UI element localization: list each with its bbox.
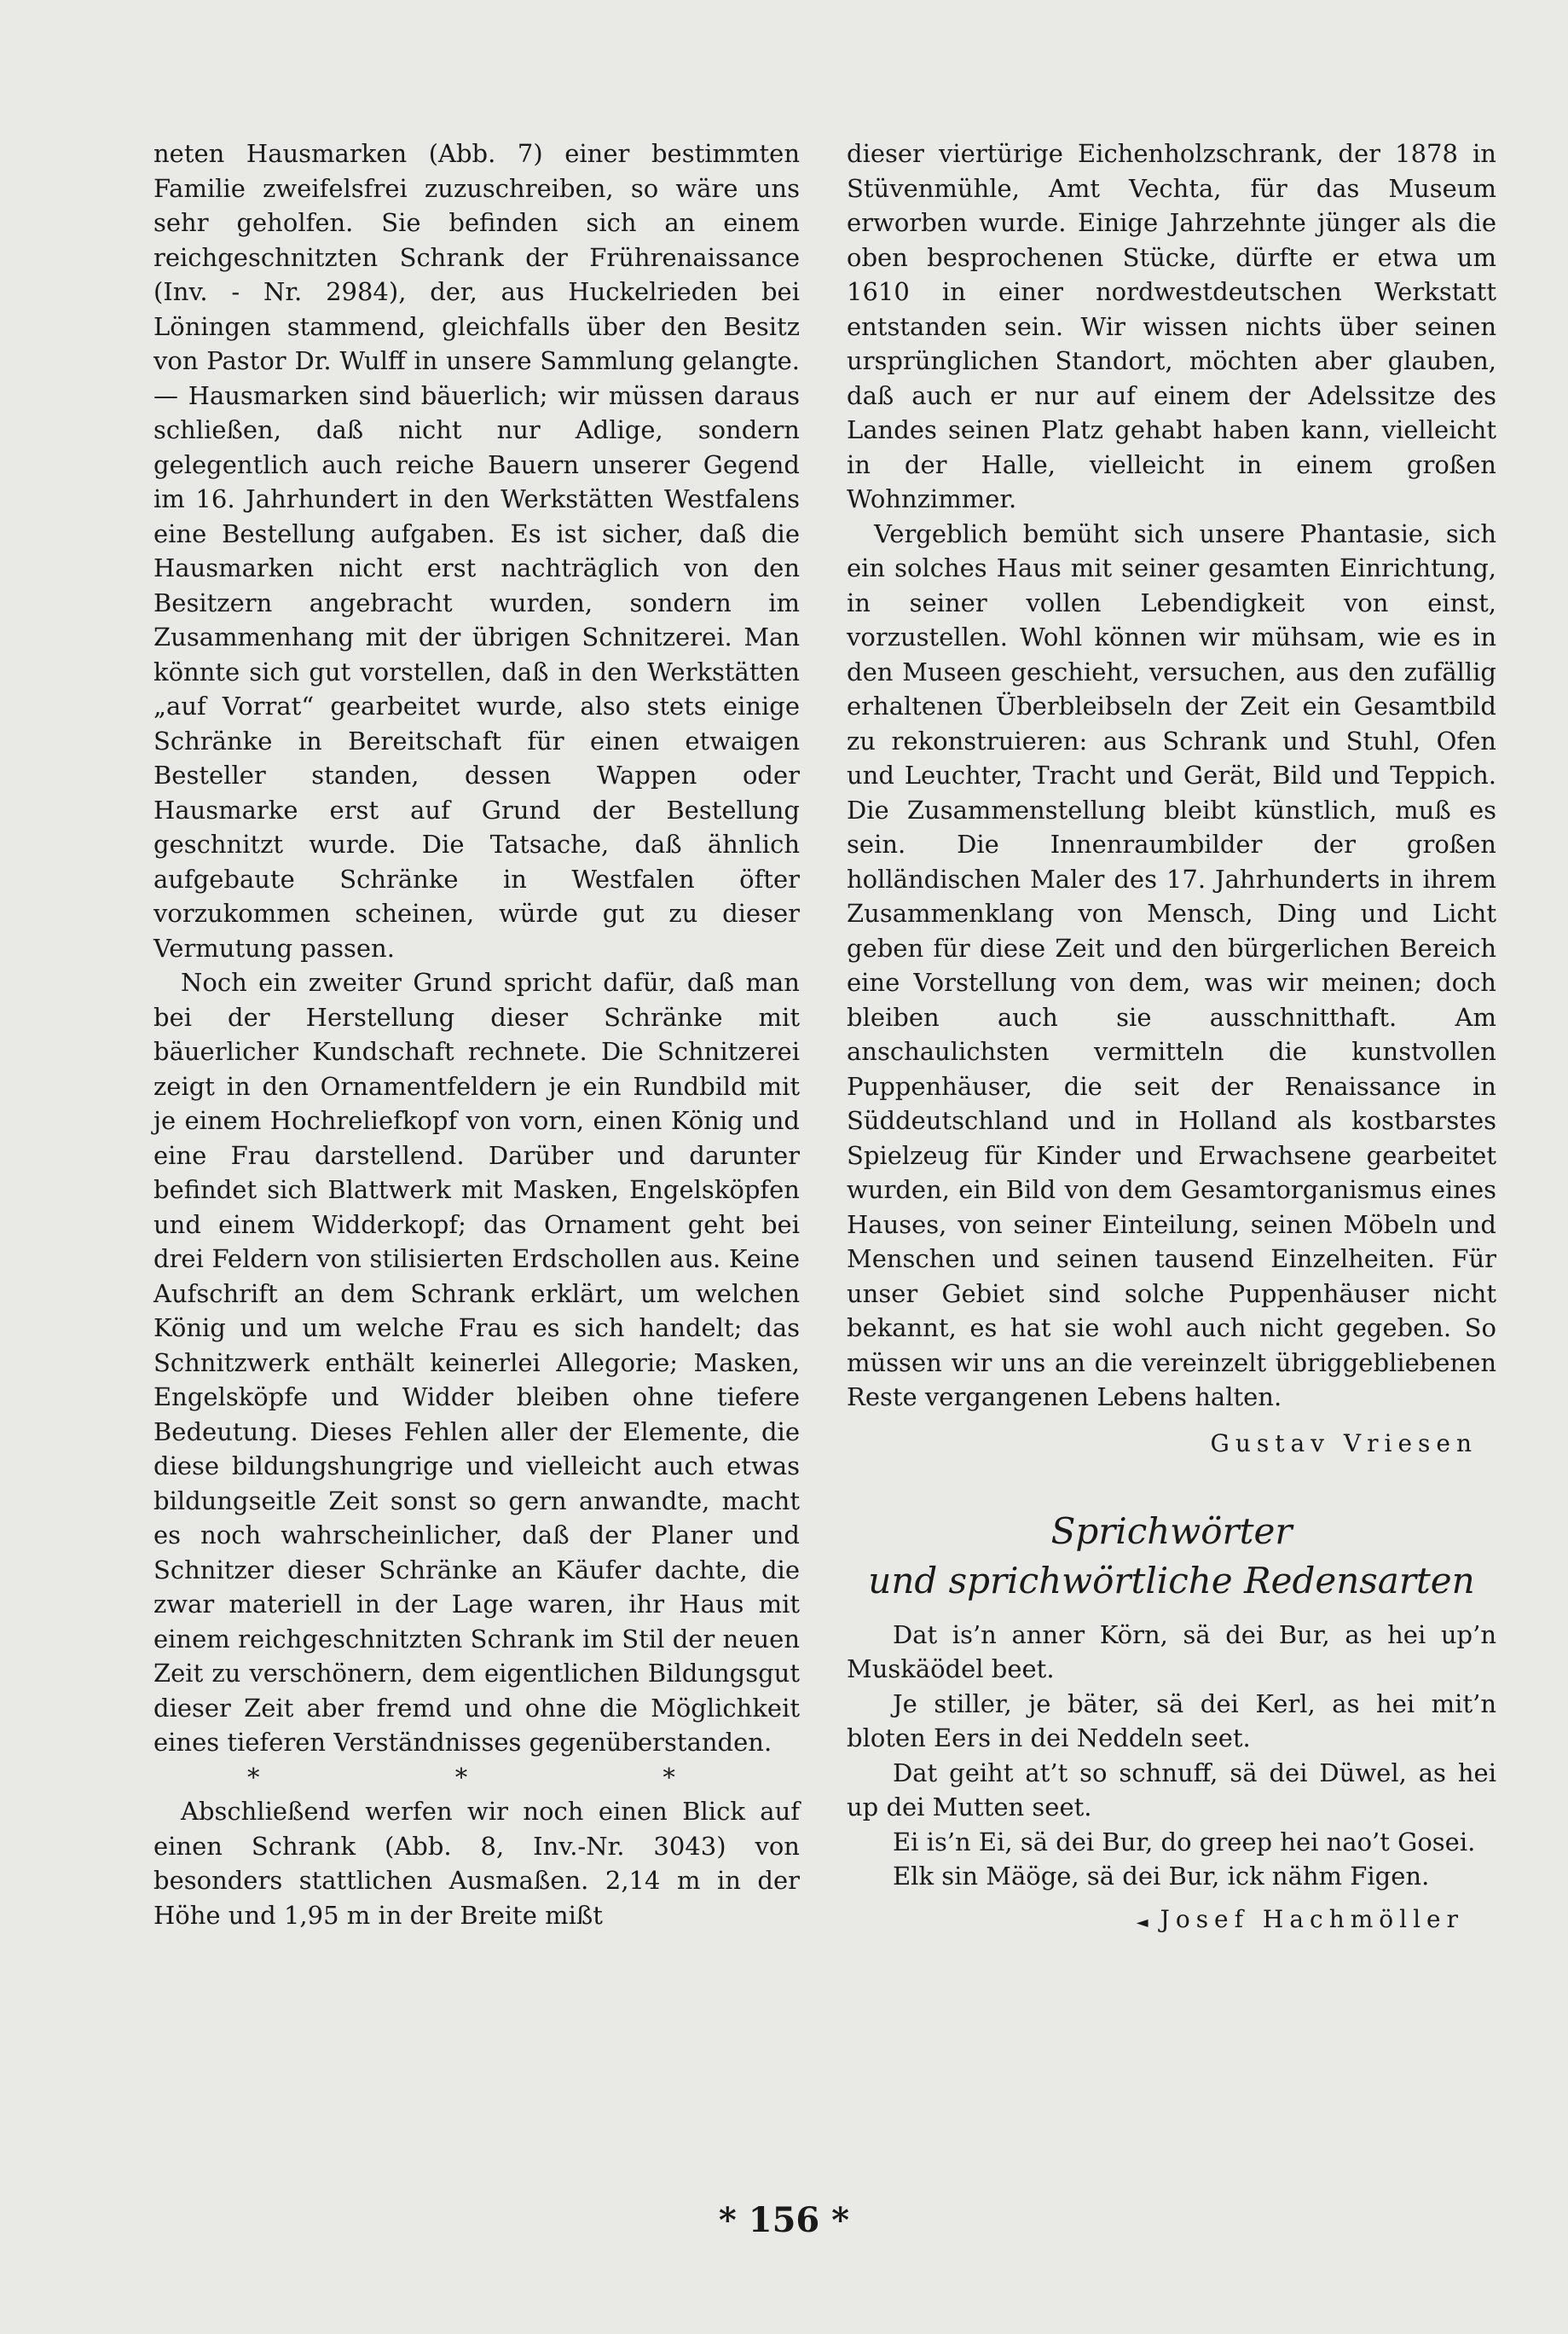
proverb: Ei is’n Ei, sä dei Bur, do greep hei nao’t Gosei.	[893, 1827, 1476, 1856]
proverb: Dat geiht at’t so schnuff, sä dei Düwel, as hei up dei Mutten seet.	[847, 1758, 1496, 1821]
paragraph: neten Hausmarken (Abb. 7) einer bestimmten Familie zweifelsfrei zuzuschreiben, so wäre uns sehr geholfen. Sie befinden sich an einem reichgeschnitzten Schrank der Frührenaissance (Inv. - Nr. 2984), der, aus Huckelrieden bei Löningen stammend, gleichfalls über den Besitz von Pastor Dr. Wulff in unsere Sammlung gelangte. — Hausmarken sind bäuerlich; wir müssen daraus schließen, daß nicht nur Adlige, sondern gelegentlich auch reiche Bauern unserer Gegend im 16. Jahrhundert in den Werkstätten Westfalens eine Bestellung aufgaben. Es ist sicher, daß die Hausmarken nicht erst nachträglich von den Besitzern angebracht wurden, sondern im Zusammenhang mit der übrigen Schnitzerei. Man könnte sich gut vorstellen, daß in den Werkstätten „auf Vorrat“ gearbeitet wurde, also stets einige Schränke in Bereitschaft für einen etwaigen Besteller standen, dessen Wappen oder Hausmarke erst auf Grund der Bestellung geschnitzt wurde. Die Tatsache, daß ähnlich aufgebaute Schränke in Westfalen öfter vorzukommen scheinen, würde gut zu dieser Vermutung passen.	[153, 139, 800, 963]
proverb: Je stiller, je bäter, sä dei Kerl, as hei mit’n bloten Eers in dei Neddeln seet.	[847, 1688, 1496, 1752]
section-title	[847, 1507, 1496, 1606]
right-column	[847, 136, 1496, 1940]
paragraph: Noch ein zweiter Grund spricht dafür, daß man bei der Herstellung dieser Schränke mit bäuerlicher Kundschaft rechnete. Die Schnitzerei zeigt in den Ornamentfeldern je ein Rundbild mit je einem Hochreliefkopf von vorn, einen König und eine Frau darstellend. Darüber und darunter befindet sich Blattwerk mit Masken, Engelsköpfen und einem Widderkopf; das Ornament geht bei drei Feldern von stilisierten Erdschollen aus. Keine Aufschrift an dem Schrank erklärt, um welchen König und um welche Frau es sich handelt; das Schnitzwerk enthält keinerlei Allegorie; Masken, Engelsköpfe und Widder bleiben ohne tiefere Bedeutung. Dieses Fehlen aller der Elemente, die diese bildungshungrige und vielleicht auch etwas bildungseitle Zeit sonst so gern anwandte, macht es noch wahrscheinlicher, daß der Planer und Schnitzer dieser Schränke an Käufer dachte, die zwar materiell in der Lage waren, ihr Haus mit einem reichgeschnitzten Schrank im Stil der neuen Zeit zu verschönern, dem eigentlichen Bildungsgut dieser Zeit aber fremd und ohne die Möglichkeit eines tieferen Verständnisses gegenüberstanden.	[153, 968, 800, 1757]
paragraph: dieser viertürige Eichenholzschrank, der 1878 in Stüvenmühle, Amt Vechta, für das Museum erworben wurde. Einige Jahrzehnte jünger als die oben besprochenen Stücke, dürfte er etwa um 1610 in einer nordwestdeutschen Werkstatt entstanden sein. Wir wissen nichts über seinen ursprünglichen Standort, möchten aber glauben, daß auch er nur auf einem der Adelssitze des Landes seinen Platz gehabt haben kann, vielleicht in der Halle, vielleicht in einem großen Wohnzimmer.	[847, 139, 1496, 513]
paragraph: Vergeblich bemüht sich unsere Phantasie, sich ein solches Haus mit seiner gesamten Einrichtung, in seiner vollen Lebendigkeit von einst, vorzustellen. Wohl können wir mühsam, wie es in den Museen geschieht, versuchen, aus den zufällig erhaltenen Überbleibseln der Zeit ein Gesamtbild zu rekonstruieren: aus Schrank und Stuhl, Ofen und Leuchter, Tracht und Gerät, Bild und Teppich. Die Zusammenstellung bleibt künstlich, muß es sein. Die Innenraumbilder der großen holländischen Maler des 17. Jahrhunderts in ihrem Zusammenklang von Mensch, Ding und Licht geben für diese Zeit und den bürgerlichen Bereich eine Vorstellung von dem, was wir meinen; doch bleiben auch sie ausschnitthaft. Am anschaulichsten vermitteln die kunstvollen Puppenhäuser, die seit der Renaissance in Süddeutschland und in Holland als kostbarstes Spielzeug für Kinder und Erwachsene gearbeitet wurden, ein Bild von dem Gesamtorganismus eines Hauses, von seiner Einteilung, seinen Möbeln und Menschen und seinen tausend Einzelheiten. Für unser Gebiet sind solche Puppenhäuser nicht bekannt, es hat sie wohl auch nicht gegeben. So müssen wir uns an die vereinzelt übriggebliebenen Reste vergangenen Lebens halten.	[847, 518, 1496, 1411]
section-title-line: Sprichwörter	[1050, 1509, 1293, 1552]
page-number: * 156 *	[718, 2200, 850, 2240]
proverb-list	[847, 1618, 1496, 1894]
proverb: Dat is’n anner Körn, sä dei Bur, as hei up’n Muskäödel beet.	[847, 1619, 1496, 1683]
proverb-author	[847, 1903, 1464, 1940]
proverb: Elk sin Mäöge, sä dei Bur, ick nähm Figen.	[893, 1862, 1430, 1891]
section-title-line: und sprichwörtliche Redensarten	[868, 1559, 1475, 1601]
quill-icon: ◄	[1136, 1913, 1149, 1931]
section-separator: * * *	[247, 1762, 769, 1792]
paragraph: Abschließend werfen wir noch einen Blick auf einen Schrank (Abb. 8, Inv.-Nr. 3043) von besonders stattlichen Ausmaßen. 2,14 m in der Höhe und 1,95 m in der Breite mißt	[153, 1797, 800, 1930]
proverb-author-name: Josef Hachmöller	[1160, 1904, 1464, 1933]
left-column	[153, 136, 800, 1932]
article-author: Gustav Vriesen	[1210, 1428, 1478, 1457]
